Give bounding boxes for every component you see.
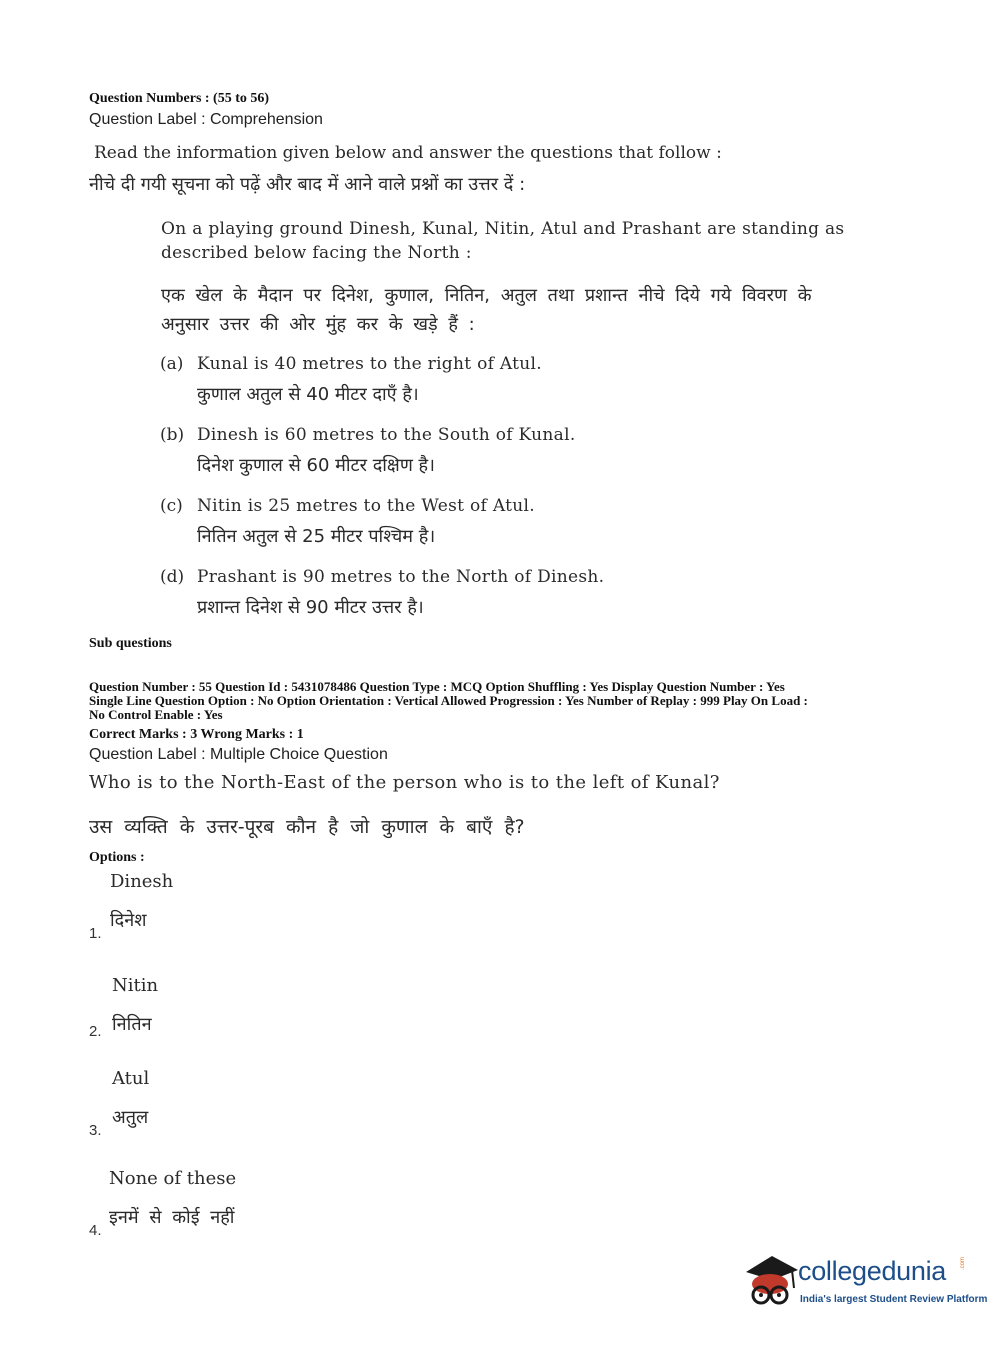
question-numbers: Question Numbers : (55 to 56) [89,91,270,106]
passage-item-english: Prashant is 90 metres to the North of Dinesh. [197,567,605,587]
option-hindi: अतुल [112,1107,149,1128]
option-number: 1. [89,925,102,942]
passage-item-english: Nitin is 25 metres to the West of Atul. [197,496,535,516]
passage-item-english: Kunal is 40 metres to the right of Atul. [197,354,543,374]
passage-item-hindi: दिनेश कुणाल से 60 मीटर दक्षिण है। [197,455,435,476]
option-hindi: दिनेश [110,910,147,931]
passage-item-mark: (c) [160,496,183,516]
logo-wordmark: collegedunia [798,1256,947,1286]
question-text-english: Who is to the North-East of the person who is to the left of Kunal? [89,772,720,793]
question-meta-line1: Question Number : 55 Question Id : 5431078486 Question Type : MCQ Option Shuffling : Yes Display Question Number : Yes [89,679,785,694]
question-meta-line2: Single Line Question Option : No Option Orientation : Vertical Allowed Progression : Yes Number of Replay : 999 Play On Load : [89,693,808,708]
passage-intro-hindi-line1: एक खेल के मैदान पर दिनेश, कुणाल, नितिन, अतुल तथा प्रशान्त नीचे दिये गये विवरण के [161,285,812,306]
passage-item-mark: (a) [160,354,184,374]
logo-tagline: India's largest Student Review Platform [800,1294,988,1305]
passage-item-hindi: नितिन अतुल से 25 मीटर पश्चिम है। [197,526,436,547]
passage-item-english: Dinesh is 60 metres to the South of Kunal. [197,425,576,445]
passage-item-mark: (b) [160,425,185,445]
sub-questions-label: Sub questions [89,636,172,651]
mascot-icon [742,1250,800,1312]
question-type-label: Question Label : Multiple Choice Question [89,746,388,763]
question-marks: Correct Marks : 3 Wrong Marks : 1 [89,727,304,742]
option-hindi: नितिन [112,1014,152,1035]
passage-item-hindi: प्रशान्त दिनेश से 90 मीटर उत्तर है। [197,597,424,618]
passage-item-mark: (d) [160,567,185,587]
comprehension-label: Question Label : Comprehension [89,111,323,128]
option-number: 2. [89,1023,102,1040]
passage-item-hindi: कुणाल अतुल से 40 मीटर दाएँ है। [197,384,419,405]
option-1[interactable] [89,868,389,948]
passage-intro-english-line1: On a playing ground Dinesh, Kunal, Nitin, Atul and Prashant are standing as [161,219,845,239]
option-2[interactable] [89,972,389,1052]
option-4[interactable] [89,1165,389,1245]
option-english: None of these [109,1168,237,1189]
option-english: Nitin [112,975,159,996]
option-number: 3. [89,1122,102,1139]
logo-domain-suffix: .com [960,1256,966,1270]
option-english: Dinesh [110,871,174,892]
option-english: Atul [112,1068,150,1089]
instruction-hindi: नीचे दी गयी सूचना को पढ़ें और बाद में आने वाले प्रश्नों का उत्तर दें : [89,174,526,195]
instruction-english: Read the information given below and answer the questions that follow : [94,143,722,163]
options-label: Options : [89,850,145,865]
option-hindi: इनमें से कोई नहीं [109,1207,235,1228]
passage-intro-english-line2: described below facing the North : [161,243,472,263]
option-number: 4. [89,1222,102,1239]
collegedunia-logo [742,1250,988,1320]
question-text-hindi: उस व्यक्ति के उत्तर-पूरब कौन है जो कुणाल के बाएँ है? [89,816,525,838]
option-3[interactable] [89,1065,389,1145]
passage-intro-hindi-line2: अनुसार उत्तर की ओर मुंह कर के खड़े हैं : [161,314,475,335]
question-meta-line3: No Control Enable : Yes [89,707,223,722]
